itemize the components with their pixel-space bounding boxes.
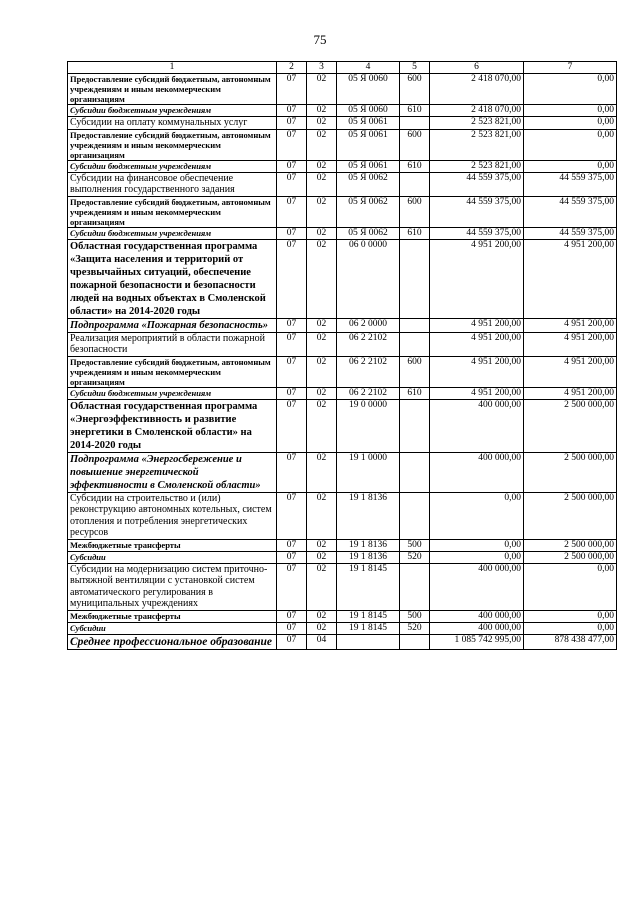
subsection-code-cell: 02 xyxy=(307,105,337,117)
section-code-cell: 07 xyxy=(277,356,307,387)
section-code-cell: 07 xyxy=(277,196,307,227)
expense-type-cell: 520 xyxy=(400,551,430,563)
subsection-code-cell: 02 xyxy=(307,196,337,227)
section-code-cell: 07 xyxy=(277,452,307,492)
subsection-code-cell: 02 xyxy=(307,160,337,172)
target-article-cell: 19 1 0000 xyxy=(337,452,400,492)
amount-cell: 4 951 200,00 xyxy=(430,356,524,387)
amount-cell: 400 000,00 xyxy=(430,622,524,634)
target-article-cell: 19 1 8145 xyxy=(337,622,400,634)
amount-cell: 2 500 000,00 xyxy=(524,492,617,539)
expense-type-cell xyxy=(400,563,430,610)
amount-cell: 0,00 xyxy=(524,610,617,622)
table-row xyxy=(68,492,617,539)
target-article-cell: 05 Я 0062 xyxy=(337,227,400,239)
expense-type-cell: 600 xyxy=(400,129,430,160)
table-row xyxy=(68,227,617,239)
row-name-cell: Предоставление субсидий бюджетным, автономным учреждениям и иным некоммерческим организациям xyxy=(68,74,277,105)
amount-cell: 0,00 xyxy=(430,492,524,539)
expense-type-cell xyxy=(400,634,430,649)
header-row xyxy=(68,62,617,74)
column-header: 3 xyxy=(307,62,337,74)
subsection-code-cell: 02 xyxy=(307,563,337,610)
subsection-code-cell: 02 xyxy=(307,129,337,160)
row-name-cell: Субсидии xyxy=(68,622,277,634)
budget-table xyxy=(67,61,617,650)
expense-type-cell: 610 xyxy=(400,227,430,239)
expense-type-cell xyxy=(400,239,430,318)
amount-cell: 0,00 xyxy=(430,539,524,551)
row-name-cell: Субсидии бюджетным учреждениям xyxy=(68,227,277,239)
amount-cell: 44 559 375,00 xyxy=(524,196,617,227)
subsection-code-cell: 02 xyxy=(307,172,337,196)
target-article-cell: 05 Я 0060 xyxy=(337,105,400,117)
amount-cell: 2 500 000,00 xyxy=(524,399,617,452)
section-code-cell: 07 xyxy=(277,239,307,318)
row-name-cell: Предоставление субсидий бюджетным, автономным учреждениям и иным некоммерческим организациям xyxy=(68,196,277,227)
expense-type-cell: 500 xyxy=(400,610,430,622)
amount-cell: 4 951 200,00 xyxy=(524,318,617,332)
target-article-cell: 06 2 2102 xyxy=(337,387,400,399)
amount-cell: 0,00 xyxy=(524,74,617,105)
column-header: 7 xyxy=(524,62,617,74)
amount-cell: 0,00 xyxy=(430,551,524,563)
amount-cell: 44 559 375,00 xyxy=(430,172,524,196)
target-article-cell: 05 Я 0060 xyxy=(337,74,400,105)
expense-type-cell: 500 xyxy=(400,539,430,551)
section-code-cell: 07 xyxy=(277,399,307,452)
row-name-cell: Субсидии на строительство и (или) реконструкцию автономных котельных, систем отопления и потребления энергетических ресурсов xyxy=(68,492,277,539)
row-name-cell: Областная государственная программа «Защита населения и территорий от чрезвычайных ситуаций, обеспечение пожарной безопасности и безопасности людей на водных объектах в Смоленской области» на 2014-2020 годы xyxy=(68,239,277,318)
table-row xyxy=(68,129,617,160)
table-row xyxy=(68,318,617,332)
subsection-code-cell: 02 xyxy=(307,387,337,399)
subsection-code-cell: 02 xyxy=(307,117,337,130)
section-code-cell: 07 xyxy=(277,492,307,539)
row-name-cell: Субсидии на модернизацию систем приточно-вытяжной вентиляции с установкой систем автоматического регулирования в муниципальных учреждениях xyxy=(68,563,277,610)
amount-cell: 4 951 200,00 xyxy=(430,332,524,356)
subsection-code-cell: 02 xyxy=(307,318,337,332)
column-header: 6 xyxy=(430,62,524,74)
expense-type-cell: 610 xyxy=(400,160,430,172)
amount-cell: 2 418 070,00 xyxy=(430,74,524,105)
section-code-cell: 07 xyxy=(277,117,307,130)
row-name-cell: Субсидии на оплату коммунальных услуг xyxy=(68,117,277,130)
table-row xyxy=(68,239,617,318)
section-code-cell: 07 xyxy=(277,160,307,172)
row-name-cell: Субсидии бюджетным учреждениям xyxy=(68,105,277,117)
expense-type-cell xyxy=(400,117,430,130)
subsection-code-cell: 02 xyxy=(307,74,337,105)
section-code-cell: 07 xyxy=(277,227,307,239)
section-code-cell: 07 xyxy=(277,172,307,196)
row-name-cell: Подпрограмма «Пожарная безопасность» xyxy=(68,318,277,332)
amount-cell: 0,00 xyxy=(524,117,617,130)
subsection-code-cell: 02 xyxy=(307,551,337,563)
subsection-code-cell: 02 xyxy=(307,539,337,551)
amount-cell: 4 951 200,00 xyxy=(524,356,617,387)
amount-cell: 4 951 200,00 xyxy=(430,239,524,318)
table-row xyxy=(68,399,617,452)
amount-cell: 4 951 200,00 xyxy=(430,318,524,332)
section-code-cell: 07 xyxy=(277,387,307,399)
column-header: 1 xyxy=(68,62,277,74)
expense-type-cell xyxy=(400,172,430,196)
table-row xyxy=(68,563,617,610)
section-code-cell: 07 xyxy=(277,318,307,332)
table-row xyxy=(68,551,617,563)
amount-cell: 400 000,00 xyxy=(430,610,524,622)
target-article-cell: 05 Я 0061 xyxy=(337,129,400,160)
target-article-cell: 19 1 8136 xyxy=(337,492,400,539)
target-article-cell: 06 0 0000 xyxy=(337,239,400,318)
section-code-cell: 07 xyxy=(277,74,307,105)
section-code-cell: 07 xyxy=(277,129,307,160)
amount-cell: 2 500 000,00 xyxy=(524,539,617,551)
subsection-code-cell: 02 xyxy=(307,610,337,622)
amount-cell: 2 500 000,00 xyxy=(524,452,617,492)
amount-cell: 44 559 375,00 xyxy=(430,196,524,227)
table-row xyxy=(68,452,617,492)
column-header: 2 xyxy=(277,62,307,74)
page-number: 75 xyxy=(313,32,327,47)
expense-type-cell: 610 xyxy=(400,105,430,117)
amount-cell: 4 951 200,00 xyxy=(524,239,617,318)
subsection-code-cell: 04 xyxy=(307,634,337,649)
amount-cell: 2 523 821,00 xyxy=(430,117,524,130)
table-row xyxy=(68,332,617,356)
target-article-cell: 05 Я 0062 xyxy=(337,196,400,227)
section-code-cell: 07 xyxy=(277,539,307,551)
column-header: 5 xyxy=(400,62,430,74)
amount-cell: 4 951 200,00 xyxy=(524,332,617,356)
target-article-cell: 19 1 8136 xyxy=(337,551,400,563)
amount-cell: 2 500 000,00 xyxy=(524,551,617,563)
table-row xyxy=(68,539,617,551)
section-code-cell: 07 xyxy=(277,634,307,649)
amount-cell: 44 559 375,00 xyxy=(430,227,524,239)
expense-type-cell xyxy=(400,399,430,452)
table-row xyxy=(68,196,617,227)
target-article-cell: 06 2 2102 xyxy=(337,332,400,356)
target-article-cell: 05 Я 0061 xyxy=(337,117,400,130)
amount-cell: 0,00 xyxy=(524,160,617,172)
target-article-cell: 19 1 8136 xyxy=(337,539,400,551)
amount-cell: 0,00 xyxy=(524,105,617,117)
amount-cell: 878 438 477,00 xyxy=(524,634,617,649)
subsection-code-cell: 02 xyxy=(307,492,337,539)
amount-cell: 0,00 xyxy=(524,129,617,160)
section-code-cell: 07 xyxy=(277,610,307,622)
section-code-cell: 07 xyxy=(277,563,307,610)
target-article-cell: 05 Я 0062 xyxy=(337,172,400,196)
expense-type-cell: 600 xyxy=(400,196,430,227)
table-row xyxy=(68,105,617,117)
table-row xyxy=(68,117,617,130)
column-header: 4 xyxy=(337,62,400,74)
row-name-cell: Среднее профессиональное образование xyxy=(68,634,277,649)
expense-type-cell xyxy=(400,332,430,356)
table-row xyxy=(68,610,617,622)
row-name-cell: Межбюджетные трансферты xyxy=(68,539,277,551)
target-article-cell xyxy=(337,634,400,649)
amount-cell: 400 000,00 xyxy=(430,399,524,452)
amount-cell: 0,00 xyxy=(524,622,617,634)
subsection-code-cell: 02 xyxy=(307,452,337,492)
row-name-cell: Подпрограмма «Энергосбережение и повышение энергетической эффективности в Смоленской области» xyxy=(68,452,277,492)
amount-cell: 44 559 375,00 xyxy=(524,227,617,239)
row-name-cell: Предоставление субсидий бюджетным, автономным учреждениям и иным некоммерческим организациям xyxy=(68,129,277,160)
subsection-code-cell: 02 xyxy=(307,622,337,634)
subsection-code-cell: 02 xyxy=(307,332,337,356)
section-code-cell: 07 xyxy=(277,105,307,117)
row-name-cell: Субсидии бюджетным учреждениям xyxy=(68,387,277,399)
table-row xyxy=(68,74,617,105)
target-article-cell: 05 Я 0061 xyxy=(337,160,400,172)
row-name-cell: Предоставление субсидий бюджетным, автономным учреждениям и иным некоммерческим организациям xyxy=(68,356,277,387)
expense-type-cell: 600 xyxy=(400,356,430,387)
amount-cell: 4 951 200,00 xyxy=(524,387,617,399)
row-name-cell: Областная государственная программа «Энергоэффективность и развитие энергетики в Смоленской области» на 2014-2020 годы xyxy=(68,399,277,452)
target-article-cell: 06 2 2102 xyxy=(337,356,400,387)
row-name-cell: Реализация мероприятий в области пожарной безопасности xyxy=(68,332,277,356)
table-row xyxy=(68,172,617,196)
table-row xyxy=(68,387,617,399)
expense-type-cell: 600 xyxy=(400,74,430,105)
section-code-cell: 07 xyxy=(277,622,307,634)
expense-type-cell xyxy=(400,452,430,492)
subsection-code-cell: 02 xyxy=(307,239,337,318)
expense-type-cell: 610 xyxy=(400,387,430,399)
subsection-code-cell: 02 xyxy=(307,399,337,452)
section-code-cell: 07 xyxy=(277,332,307,356)
section-code-cell: 07 xyxy=(277,551,307,563)
amount-cell: 2 523 821,00 xyxy=(430,160,524,172)
target-article-cell: 19 0 0000 xyxy=(337,399,400,452)
amount-cell: 400 000,00 xyxy=(430,452,524,492)
subsection-code-cell: 02 xyxy=(307,356,337,387)
amount-cell: 400 000,00 xyxy=(430,563,524,610)
subsection-code-cell: 02 xyxy=(307,227,337,239)
amount-cell: 2 523 821,00 xyxy=(430,129,524,160)
target-article-cell: 19 1 8145 xyxy=(337,563,400,610)
table-row xyxy=(68,634,617,649)
amount-cell: 0,00 xyxy=(524,563,617,610)
table-row xyxy=(68,160,617,172)
expense-type-cell xyxy=(400,318,430,332)
table-row xyxy=(68,356,617,387)
target-article-cell: 06 2 0000 xyxy=(337,318,400,332)
amount-cell: 1 085 742 995,00 xyxy=(430,634,524,649)
amount-cell: 2 418 070,00 xyxy=(430,105,524,117)
expense-type-cell: 520 xyxy=(400,622,430,634)
row-name-cell: Субсидии бюджетным учреждениям xyxy=(68,160,277,172)
amount-cell: 4 951 200,00 xyxy=(430,387,524,399)
row-name-cell: Субсидии на финансовое обеспечение выполнения государственного задания xyxy=(68,172,277,196)
target-article-cell: 19 1 8145 xyxy=(337,610,400,622)
row-name-cell: Межбюджетные трансферты xyxy=(68,610,277,622)
table-row xyxy=(68,622,617,634)
amount-cell: 44 559 375,00 xyxy=(524,172,617,196)
row-name-cell: Субсидии xyxy=(68,551,277,563)
expense-type-cell xyxy=(400,492,430,539)
